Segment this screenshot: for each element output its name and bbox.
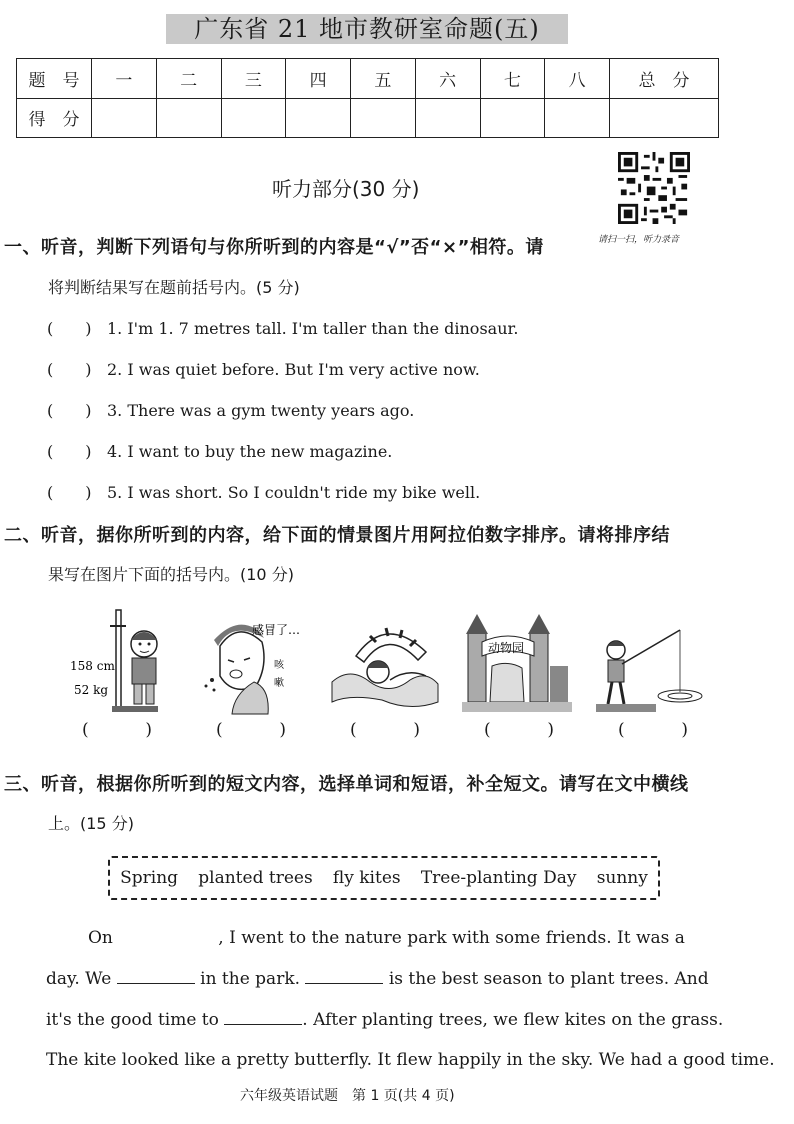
item-text: 3. There was a gym twenty years ago. (107, 401, 415, 420)
score-input-cell[interactable] (221, 98, 286, 138)
list-item (47, 316, 518, 339)
passage-text: On (88, 928, 113, 948)
answer-blank[interactable] (117, 969, 195, 984)
answer-paren[interactable]: ( ) (484, 720, 554, 740)
score-cell: 六 (415, 59, 480, 99)
score-input-cell[interactable] (92, 98, 157, 138)
score-cell: 一 (92, 59, 157, 99)
word-option: Spring (120, 868, 179, 888)
answer-paren[interactable]: ( ) (82, 720, 152, 740)
list-item (47, 357, 480, 380)
score-input-cell[interactable] (351, 98, 416, 138)
score-cell: 二 (156, 59, 221, 99)
answer-paren[interactable]: ( ) (350, 720, 420, 740)
score-cell: 三 (221, 59, 286, 99)
part3-heading-cont: 上。(15 分) (48, 814, 134, 833)
passage-text: , I went to the nature park with some friends. It was a (218, 928, 685, 948)
score-table-header-row (17, 59, 719, 99)
score-table (16, 58, 719, 138)
part1-heading-cont: 将判断结果写在题前括号内。(5 分) (48, 278, 300, 297)
word-option: fly kites (332, 868, 401, 888)
score-cell: 总 分 (610, 59, 719, 99)
list-item (47, 398, 414, 421)
score-cell: 得 分 (17, 98, 92, 138)
score-input-cell[interactable] (545, 98, 610, 138)
cold-caption: 感冒了… (252, 623, 301, 637)
height-label: 158 cm (70, 659, 115, 673)
section-title: 听力部分(30 分) (272, 177, 420, 201)
passage-text: is the best season to plant trees. And (388, 969, 709, 989)
picture-cold (198, 606, 308, 716)
passage-text: in the park. (200, 969, 301, 989)
score-cell: 七 (480, 59, 545, 99)
list-item (47, 480, 480, 503)
part2-heading: 二、听音，据你所听到的内容，给下面的情景图片用阿拉伯数字排序。请将排序结 (4, 525, 670, 546)
word-option: Tree-planting Day (420, 868, 577, 888)
answer-blank[interactable] (118, 928, 218, 943)
passage-line (46, 1050, 775, 1070)
answer-blank[interactable] (305, 969, 383, 984)
score-input-cell[interactable] (286, 98, 351, 138)
answer-paren[interactable]: ( ) (216, 720, 286, 740)
picture-fishing (596, 606, 706, 716)
answer-paren[interactable]: ( ) (618, 720, 688, 740)
answer-paren[interactable]: ( ) (47, 401, 92, 420)
answer-paren[interactable]: ( ) (47, 483, 92, 502)
answer-blank[interactable] (224, 1010, 302, 1025)
list-item (47, 439, 392, 462)
picture-swimming (330, 606, 440, 716)
score-cell: 五 (351, 59, 416, 99)
score-cell: 四 (286, 59, 351, 99)
score-input-cell[interactable] (610, 98, 719, 138)
page-footer: 六年级英语试题 第 1 页(共 4 页) (240, 1088, 455, 1104)
cough-label: 咳 (274, 660, 284, 671)
answer-paren[interactable]: ( ) (47, 360, 92, 379)
passage-text: day. We (46, 969, 112, 989)
passage-line (88, 928, 685, 948)
svg-text:嗽: 嗽 (274, 678, 284, 689)
part3-heading: 三、听音，根据你所听到的短文内容，选择单词和短语，补全短文。请写在文中横线 (4, 774, 689, 795)
page-title: 广东省 21 地市教研室命题(五) (166, 14, 568, 44)
score-cell: 题 号 (17, 59, 92, 99)
item-text: 4. I want to buy the new magazine. (107, 442, 393, 461)
picture-height-measure (64, 606, 174, 716)
item-text: 2. I was quiet before. But I'm very active now. (107, 360, 480, 379)
passage-line (46, 969, 709, 989)
qr-code-icon[interactable] (618, 152, 690, 224)
word-option: planted trees (198, 868, 313, 888)
passage-text: . After planting trees, we flew kites on the grass. (302, 1010, 724, 1030)
word-bank (108, 856, 660, 900)
passage-line (46, 1010, 723, 1030)
passage-text: it's the good time to (46, 1010, 219, 1030)
zoo-sign: 动物园 (488, 641, 525, 655)
word-option: sunny (596, 868, 648, 888)
answer-paren[interactable]: ( ) (47, 319, 92, 338)
score-input-cell[interactable] (156, 98, 221, 138)
part1-heading: 一、听音，判断下列语句与你所听到的内容是“√”否“×”相符。请 (4, 237, 544, 258)
weight-label: 52 kg (74, 683, 109, 697)
qr-note: 请扫一扫，听力录音 (598, 235, 680, 245)
part2-heading-cont: 果写在图片下面的括号内。(10 分) (48, 565, 294, 584)
score-input-cell[interactable] (415, 98, 480, 138)
answer-paren[interactable]: ( ) (47, 442, 92, 461)
passage-text: The kite looked like a pretty butterfly. It flew happily in the sky. We had a good time. (46, 1050, 775, 1070)
picture-zoo (462, 606, 572, 716)
score-table-score-row (17, 98, 719, 138)
item-text: 1. I'm 1. 7 metres tall. I'm taller than the dinosaur. (107, 319, 519, 338)
score-cell: 八 (545, 59, 610, 99)
item-text: 5. I was short. So I couldn't ride my bike well. (107, 483, 481, 502)
score-input-cell[interactable] (480, 98, 545, 138)
